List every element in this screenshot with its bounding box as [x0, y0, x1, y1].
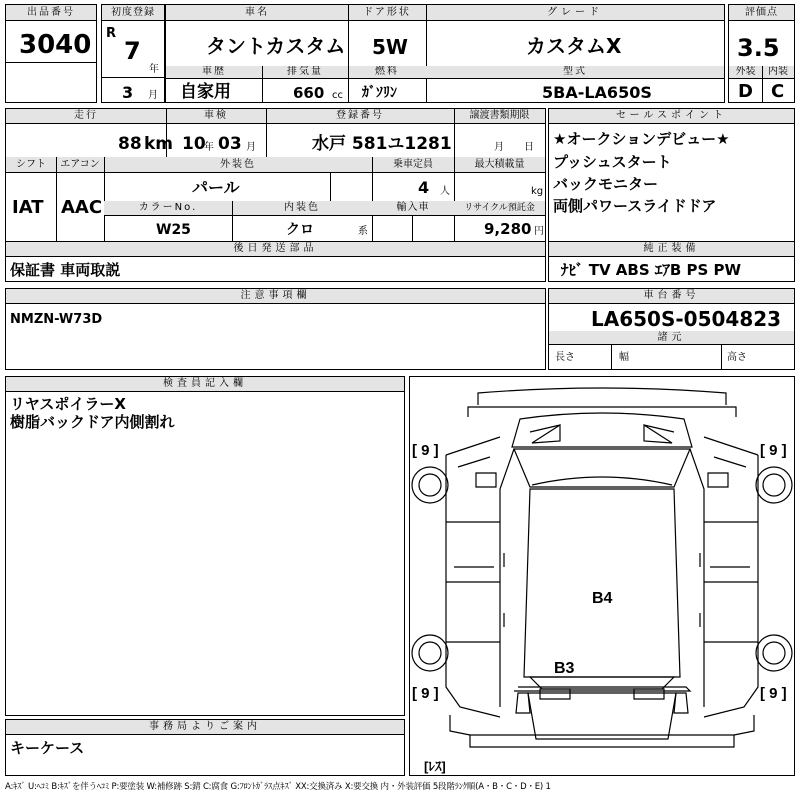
door-label: ドア形状	[348, 5, 426, 21]
tire-front-left: [ 9 ]	[412, 442, 439, 459]
model-label: 型式	[426, 66, 724, 79]
later-parts-box	[5, 241, 546, 282]
mileage-value: 88	[118, 134, 142, 154]
plate-value: 水戸 581ユ1281	[312, 134, 452, 154]
import-label: 輸入車	[372, 201, 454, 216]
car-name-label: 車名	[166, 5, 348, 21]
office-box	[5, 719, 405, 776]
tire-front-right: [ 9 ]	[760, 442, 787, 459]
recycle-value: 9,280	[484, 220, 532, 238]
lot-number: 3040	[19, 30, 92, 60]
genuine-value: ﾅﾋﾞ TV ABS ｴｱB PS PW	[561, 261, 742, 279]
inspection-year: 10	[182, 134, 206, 154]
mileage-label: 走行	[6, 109, 166, 124]
int-score: C	[771, 81, 785, 102]
sales-point-line: プッシュスタート	[553, 153, 672, 171]
transfer-label: 譲渡書類期限	[454, 109, 545, 124]
genuine-label: 純正装備	[549, 242, 794, 257]
car-name: タントカスタム	[206, 34, 346, 58]
history-label: 車歴	[166, 66, 262, 79]
plate-label: 登録番号	[266, 109, 454, 124]
color-no-value: W25	[156, 222, 191, 238]
interior-color-unit: 系	[358, 226, 368, 237]
sales-point-line: バックモニター	[553, 175, 659, 193]
max-load-unit: kg	[531, 186, 544, 197]
inspection-label: 車検	[166, 109, 266, 124]
transfer-day-unit: 日	[524, 142, 534, 153]
inspector-line: リヤスポイラーX	[10, 395, 126, 413]
lot-box	[5, 4, 97, 103]
first-reg-year-unit: 年	[149, 64, 159, 75]
displacement-value: 660	[293, 84, 325, 102]
later-parts-label: 後日発送部品	[6, 242, 545, 257]
recycle-unit: 円	[534, 226, 544, 237]
office-value: キーケース	[10, 739, 85, 757]
first-reg-month: 3	[122, 83, 134, 102]
ext-label: 外装	[729, 66, 762, 79]
inspection-year-unit: 年	[204, 142, 214, 153]
fuel-label: 燃料	[348, 66, 426, 79]
shift-value: IAT	[12, 197, 44, 218]
door-type: 5W	[372, 35, 408, 59]
ext-score: D	[738, 81, 753, 102]
spare-tire-mark: [ﾚｽ]	[424, 759, 446, 774]
dims-width-label: 幅	[619, 352, 629, 363]
first-reg-year: 7	[124, 37, 141, 65]
sales-points-box	[548, 108, 795, 242]
genuine-equipment-box	[548, 241, 795, 282]
displacement-unit: cc	[332, 90, 343, 101]
inspection-month-unit: 月	[246, 142, 256, 153]
tire-rear-right: [ 9 ]	[760, 685, 787, 702]
grade-value: カスタムX	[526, 34, 622, 58]
lot-label: 出品番号	[6, 5, 96, 21]
sales-points-label: セールスポイント	[549, 109, 794, 124]
inspector-line: 樹脂バックドア内側割れ	[10, 413, 175, 431]
dims-label: 諸元	[549, 331, 794, 345]
car-diagram-svg	[410, 377, 794, 775]
first-reg-label: 初度登録	[102, 5, 164, 21]
displacement-label: 排気量	[262, 66, 348, 79]
mileage-unit: km	[144, 134, 174, 154]
damage-mark-b4: B4	[592, 590, 613, 607]
damage-mark-b3: B3	[554, 660, 575, 677]
inspection-month: 03	[218, 134, 242, 154]
inspector-label: 検査員記入欄	[6, 377, 404, 392]
notes-label: 注意事項欄	[6, 289, 545, 304]
car-info-box	[165, 4, 725, 103]
interior-color-value: クロ	[286, 222, 314, 238]
score-box	[728, 4, 795, 103]
damage-legend: A:ｷｽﾞ U:ﾍｺﾐ B:ｷｽﾞを伴うﾍｺﾐ P:要塗装 W:補修跡 S:錆 C:腐食 G:ﾌﾛﾝﾄｶﾞﾗｽ点ｷｽﾞ XX:交換済み X:要交換 内・外装評価 5段階ﾗﾝｸ順(A・B・C・D・E) 1	[5, 782, 551, 792]
condition-diagram	[409, 376, 795, 776]
interior-color-label: 内装色	[232, 201, 372, 216]
color-no-label: カラーNo.	[104, 201, 232, 216]
chassis-label: 車台番号	[549, 289, 794, 304]
max-load-label: 最大積載量	[454, 157, 545, 173]
exterior-color-value: パール	[192, 178, 240, 197]
model-value: 5BA-LA650S	[542, 83, 652, 102]
first-registration-box	[101, 4, 165, 103]
capacity-label: 乗車定員	[372, 157, 454, 173]
notes-box	[5, 288, 546, 370]
aircon-value: AAC	[61, 197, 103, 218]
int-label: 内装	[762, 66, 794, 79]
history-value: 自家用	[180, 82, 231, 102]
first-reg-month-unit: 月	[148, 90, 158, 101]
chassis-box	[548, 288, 795, 370]
vehicle-detail-box	[5, 108, 546, 242]
grade-label: グレード	[426, 5, 724, 21]
sales-point-line: ★オークションデビュー★	[553, 130, 730, 148]
chassis-number: LA650S-0504823	[591, 307, 782, 331]
score-value: 3.5	[737, 34, 780, 62]
capacity-value: 4	[418, 178, 430, 197]
exterior-color-label: 外装色	[104, 157, 372, 173]
transfer-month-unit: 月	[494, 142, 504, 153]
capacity-unit: 人	[440, 186, 450, 197]
notes-value: NMZN-W73D	[10, 312, 103, 327]
shift-label: シフト	[6, 157, 56, 173]
first-reg-era: R	[106, 26, 117, 41]
aircon-label: エアコン	[56, 157, 104, 173]
inspector-box	[5, 376, 405, 716]
dims-height-label: 高さ	[727, 352, 747, 363]
dims-length-label: 長さ	[555, 352, 575, 363]
fuel-value: ｶﾞｿﾘﾝ	[362, 85, 397, 101]
tire-rear-left: [ 9 ]	[412, 685, 439, 702]
recycle-label: リサイクル預託金	[454, 201, 545, 216]
later-parts-value: 保証書 車両取説	[10, 261, 121, 279]
score-label: 評価点	[729, 5, 794, 21]
office-label: 事務局よりご案内	[6, 720, 404, 735]
sales-point-line: 両側パワースライドドア	[553, 197, 717, 215]
